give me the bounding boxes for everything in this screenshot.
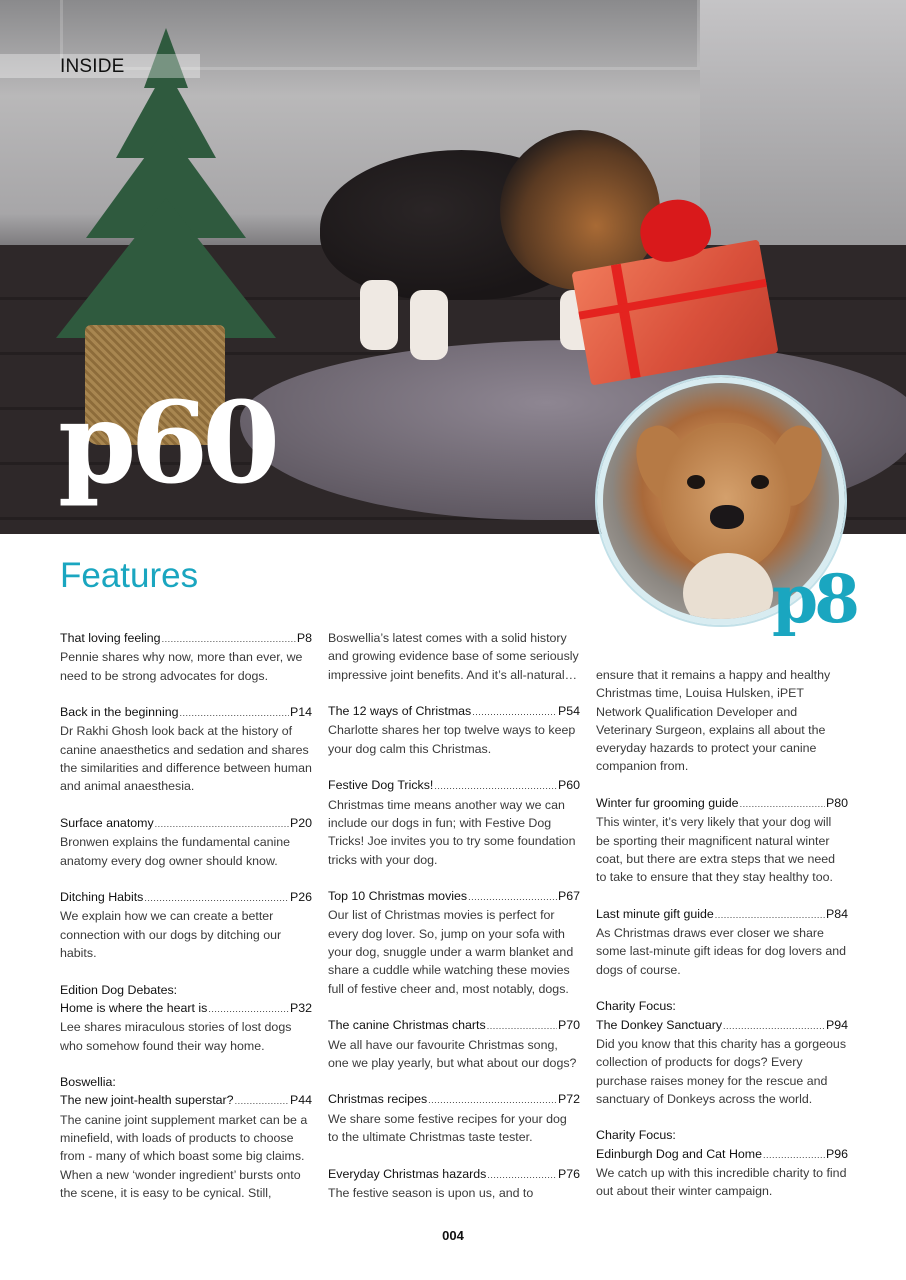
entry-description: Did you know that this charity has a gorgeous collection of products for dogs? Every purchase raises money for the rescue and sanctuary of Donkeys across the world. [596, 1036, 847, 1106]
entry-description: The festive season is upon us, and to [328, 1185, 534, 1200]
contents-entry[interactable] [60, 814, 312, 870]
dot-leader [468, 888, 557, 906]
entry-page-ref: P32 [289, 1000, 312, 1015]
dot-leader [434, 777, 557, 795]
entry-heading [328, 776, 580, 795]
entry-page-ref: P94 [825, 1017, 848, 1032]
entry-page-ref: P80 [825, 796, 848, 811]
entry-description: Bronwen explains the fundamental canine anatomy every dog owner should know. [60, 835, 291, 868]
contents-entry[interactable] [328, 702, 580, 758]
entry-title: The canine Christmas charts [328, 1018, 486, 1033]
entry-page-ref: P20 [289, 815, 312, 830]
page-callout-p8: p8 [772, 560, 857, 638]
entry-title: The new joint-health superstar? [60, 1093, 234, 1108]
features-heading: Features [60, 556, 199, 595]
puppy-leg [410, 290, 448, 360]
entry-description: Lee shares miraculous stories of lost dogs who somehow found their way home. [60, 1020, 292, 1053]
contents-column-1 [60, 629, 312, 1221]
entry-heading [60, 999, 312, 1018]
entry-title: Everyday Christmas hazards [328, 1166, 487, 1181]
dot-leader [208, 1000, 289, 1018]
entry-heading [596, 905, 848, 924]
dot-leader [723, 1017, 825, 1035]
entry-title: Ditching Habits [60, 890, 144, 905]
entry-kicker: Boswellia: [60, 1075, 116, 1090]
entry-heading [60, 1091, 312, 1110]
entry-heading [60, 703, 312, 722]
entry-title: Last minute gift guide [596, 906, 714, 921]
entry-page-ref: P96 [825, 1146, 848, 1161]
entry-description: Dr Rakhi Ghosh look back at the history of canine anaesthetics and sedation and shares the similarities and difference between human and animal anaesthesia. [60, 724, 312, 794]
entry-description: This winter, it’s very likely that your dog will be sporting their magnificent natural winter coat, but there are extra steps that we need to take to ensure that they stay healthy too. [596, 815, 836, 885]
dot-leader [487, 1166, 557, 1184]
contents-entry[interactable] [596, 666, 848, 776]
entry-title: Festive Dog Tricks! [328, 778, 434, 793]
contents-entry[interactable] [60, 981, 312, 1055]
entry-description: We explain how we can create a better connection with our dogs by ditching our habits. [60, 909, 282, 961]
contents-entry[interactable] [60, 888, 312, 962]
entry-title: Home is where the heart is [60, 1000, 208, 1015]
wall-panel [700, 0, 906, 250]
entry-page-ref: P72 [557, 1092, 580, 1107]
entry-kicker: Charity Focus: [596, 1128, 676, 1143]
entry-page-ref: P54 [557, 704, 580, 719]
entry-description: Charlotte shares her top twelve ways to keep your dog calm this Christmas. [328, 723, 576, 756]
entry-description: Boswellia’s latest comes with a solid history and growing evidence base of some seriously impressive joint benefits. And it’s all-natural… [328, 631, 579, 682]
dot-leader [487, 1017, 557, 1035]
contents-entry[interactable] [328, 1016, 580, 1072]
entry-heading [328, 887, 580, 906]
entry-title: Back in the beginning [60, 705, 179, 720]
entry-heading [60, 629, 312, 648]
contents-entry[interactable] [328, 1165, 580, 1203]
entry-description: ensure that it remains a happy and healthy Christmas time, Louisa Hulsken, iPET Network Qualification Developer and Veterinary Surgeon, explains all about the everyday hazards to protect your canine companion from. [596, 668, 831, 774]
dot-leader [715, 906, 825, 924]
dot-leader [180, 704, 289, 722]
dog-chest [683, 553, 773, 625]
contents-entry[interactable] [328, 629, 580, 684]
entry-title: The 12 ways of Christmas [328, 704, 472, 719]
entry-description: We share some festive recipes for your dog to the ultimate Christmas taste tester. [328, 1111, 567, 1145]
entry-title: Surface anatomy [60, 815, 154, 830]
entry-title: The Donkey Sanctuary [596, 1017, 723, 1032]
entry-title: Winter fur grooming guide [596, 796, 739, 811]
entry-kicker: Edition Dog Debates: [60, 982, 178, 997]
entry-page-ref: P26 [289, 890, 312, 905]
entry-heading [596, 794, 848, 813]
contents-entry[interactable] [328, 776, 580, 868]
dot-leader [472, 703, 557, 721]
dog-eye [751, 475, 769, 489]
contents-entry[interactable] [596, 905, 848, 979]
entry-description: Our list of Christmas movies is perfect for every dog lover. So, jump on your sofa with your dog, snuggle under a warm blanket and share a cuddle while watching these movies full of festive cheer and, most notably, dogs. [328, 908, 574, 996]
page-callout-p60: p60 [58, 378, 275, 509]
entry-title: Edinburgh Dog and Cat Home [596, 1146, 762, 1161]
contents-entry[interactable] [60, 703, 312, 795]
entry-page-ref: P67 [557, 889, 580, 904]
entry-description: Christmas time means another way we can include our dogs in fun; with Festive Dog Tricks! Joe invites you to try some foundation tricks with your dog. [328, 797, 576, 867]
entry-page-ref: P14 [289, 705, 312, 720]
terrier-puppy [661, 423, 791, 573]
entry-description: As Christmas draws ever closer we share some last-minute gift ideas for dog lovers and dogs of course. [596, 926, 847, 977]
entry-page-ref: P84 [825, 906, 848, 921]
section-label: INSIDE [60, 56, 125, 77]
entry-heading [596, 1016, 848, 1035]
dot-leader [155, 815, 289, 833]
page-number: 004 [442, 1228, 464, 1243]
entry-heading [328, 1016, 580, 1035]
entry-page-ref: P76 [557, 1166, 580, 1181]
entry-heading [328, 1090, 580, 1109]
entry-page-ref: P44 [289, 1093, 312, 1108]
contents-entry[interactable] [60, 1073, 312, 1202]
contents-entry[interactable] [596, 1126, 848, 1200]
entry-kicker: Charity Focus: [596, 999, 676, 1014]
dog-nose [710, 505, 744, 529]
entry-title: Christmas recipes [328, 1092, 428, 1107]
entry-page-ref: P70 [557, 1018, 580, 1033]
entry-heading [60, 888, 312, 907]
entry-title: Top 10 Christmas movies [328, 889, 468, 904]
contents-entry[interactable] [596, 997, 848, 1108]
entry-description: The canine joint supplement market can be a minefield, with loads of products to choose from - many of which boast some big claims. When a new ‘wonder ingredient’ bursts onto the scene, it is easy to be cynical. Still, [60, 1112, 308, 1200]
entry-page-ref: P8 [296, 631, 312, 645]
entry-heading [328, 702, 580, 721]
entry-heading [596, 1145, 848, 1164]
entry-heading [60, 814, 312, 833]
contents-column-3 [596, 666, 848, 1219]
dot-leader [235, 1092, 289, 1110]
dog-eye [687, 475, 705, 489]
puppy-leg [360, 280, 398, 350]
dot-leader [144, 889, 289, 907]
dot-leader [740, 795, 825, 813]
dot-leader [162, 630, 296, 648]
entry-title: That loving feeling [60, 631, 161, 645]
contents-entry[interactable] [328, 887, 580, 998]
contents-entry[interactable] [60, 629, 312, 685]
contents-entry[interactable] [328, 1090, 580, 1146]
dot-leader [763, 1146, 825, 1164]
contents-column-2 [328, 629, 580, 1221]
dot-leader [428, 1091, 557, 1109]
entry-description: Pennie shares why now, more than ever, we need to be strong advocates for dogs. [60, 650, 303, 683]
entry-heading [328, 1165, 580, 1184]
entry-page-ref: P60 [557, 778, 580, 793]
entry-description: We all have our favourite Christmas song, one we play yearly, but what about our dogs? [328, 1037, 577, 1070]
contents-entry[interactable] [596, 794, 848, 886]
entry-description: We catch up with this incredible charity to find out about their winter campaign. [596, 1166, 847, 1199]
